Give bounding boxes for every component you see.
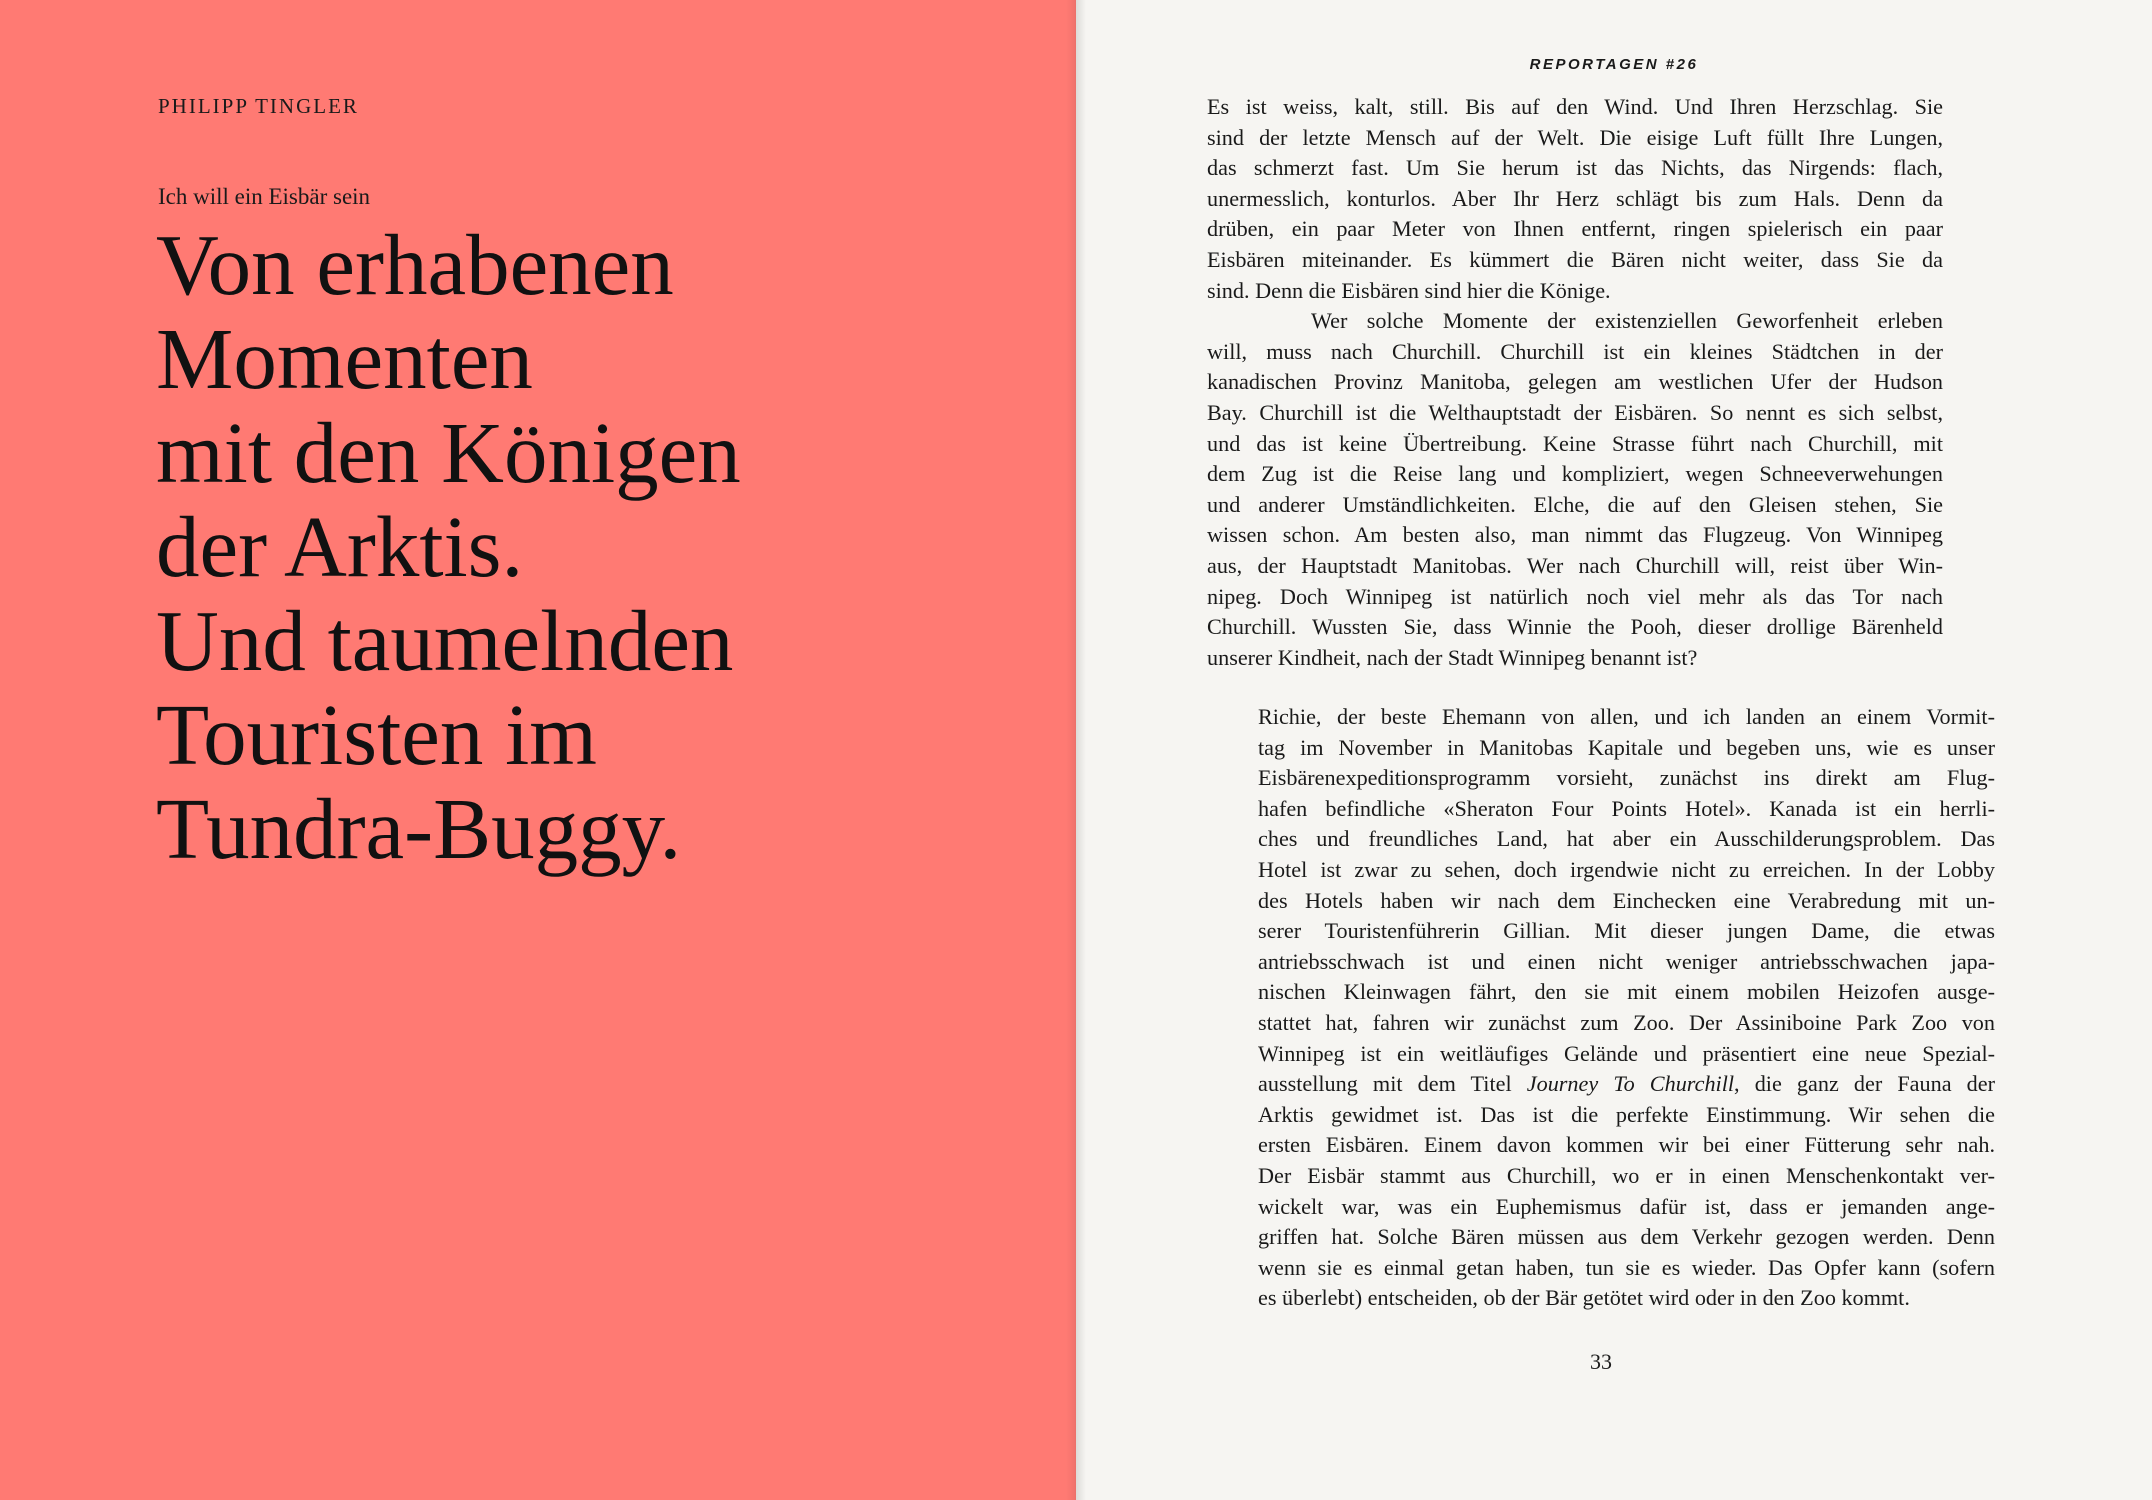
text-line: Eisbärenexpeditionsprogramm vorsieht, zunächst ins direkt am Flug- bbox=[1258, 765, 1995, 791]
text-line: wissen schon. Am besten also, man nimmt das Flugzeug. Von Winnipeg bbox=[1207, 522, 1943, 548]
text-line: sind der letzte Mensch auf der Welt. Die eisige Luft füllt Ihre Lungen, bbox=[1207, 124, 1943, 150]
text-line: aus, der Hauptstadt Manitobas. Wer nach Churchill will, reist über Win- bbox=[1207, 552, 1943, 578]
indented-block-text bbox=[1258, 702, 1995, 1314]
text-line: und anderer Umständlichkeiten. Elche, die auf den Gleisen stehen, Sie bbox=[1207, 491, 1943, 517]
text-line: Wer solche Momente der existenziellen Geworfenheit erleben bbox=[1311, 308, 1943, 334]
text-line: Bay. Churchill ist die Welthauptstadt der Eisbären. So nennt es sich selbst, bbox=[1207, 399, 1943, 425]
text-line: drüben, ein paar Meter von Ihnen entfernt, ringen spielerisch ein paar bbox=[1207, 216, 1943, 242]
running-head: REPORTAGEN #26 bbox=[1529, 56, 1699, 73]
text-line: und das ist keine Übertreibung. Keine Strasse führt nach Churchill, mit bbox=[1207, 430, 1943, 456]
text-line: Hotel ist zwar zu sehen, doch irgendwie nicht zu erreichen. In der Lobby bbox=[1258, 856, 1995, 882]
page-number: 33 bbox=[1590, 1349, 1612, 1374]
text-line: dem Zug ist die Reise lang und kompliziert, wegen Schneeverwehungen bbox=[1207, 461, 1943, 487]
text-line: Arktis gewidmet ist. Das ist die perfekte Einstimmung. Wir sehen die bbox=[1258, 1101, 1995, 1127]
headline-line: Und taumelnden bbox=[156, 592, 734, 689]
text-line: serer Touristenführerin Gillian. Mit dieser jungen Dame, die etwas bbox=[1258, 918, 1995, 944]
text-line: es überlebt) entscheiden, ob der Bär getötet wird oder in den Zoo kommt. bbox=[1258, 1285, 1910, 1311]
text-line: hafen befindliche «Sheraton Four Points Hotel». Kanada ist ein herrli- bbox=[1258, 795, 1995, 821]
text-line: Winnipeg ist ein weitläufiges Gelände und präsentiert eine neue Spezial- bbox=[1258, 1040, 1995, 1066]
text-line: will, muss nach Churchill. Churchill ist ein kleines Städtchen in der bbox=[1207, 338, 1943, 364]
exhibition-title: Journey To Churchill bbox=[1526, 1071, 1735, 1097]
text-fragment: ausstellung mit dem Titel bbox=[1258, 1071, 1527, 1097]
text-line: ersten Eisbären. Einem davon kommen wir bei einer Fütterung sehr nah. bbox=[1258, 1132, 1995, 1158]
text-line: Es ist weiss, kalt, still. Bis auf den Wind. Und Ihren Herzschlag. Sie bbox=[1207, 94, 1943, 119]
text-line: griffen hat. Solche Bären müssen aus dem Verkehr gezogen werden. Denn bbox=[1258, 1224, 1995, 1250]
headline-line: Von erhabenen bbox=[156, 216, 674, 313]
text-line: kanadischen Provinz Manitoba, gelegen am westlichen Ufer der Hudson bbox=[1207, 369, 1943, 395]
text-fragment: , die ganz der Fauna der bbox=[1734, 1071, 1995, 1097]
text-line: Der Eisbär stammt aus Churchill, wo er in einen Menschenkontakt ver- bbox=[1258, 1162, 1995, 1188]
text-line: des Hotels haben wir nach dem Einchecken eine Verabredung mit un- bbox=[1258, 887, 1995, 913]
headline-line: Tundra-Buggy. bbox=[156, 780, 682, 877]
text-line: Richie, der beste Ehemann von allen, und ich landen an einem Vormit- bbox=[1258, 704, 1995, 729]
text-line-with-title bbox=[1258, 1069, 1995, 1100]
text-line: unermesslich, konturlos. Aber Ihr Herz schlägt bis zum Hals. Denn da bbox=[1207, 185, 1943, 211]
headline-line: der Arktis. bbox=[156, 498, 524, 595]
text-line: nischen Kleinwagen fährt, den sie mit einem mobilen Heizofen ausge- bbox=[1258, 979, 1995, 1005]
headline-line: mit den Königen bbox=[156, 404, 741, 501]
text-line: wickelt war, was ein Euphemismus dafür ist, dass er jemanden ange- bbox=[1258, 1193, 1995, 1219]
headline-line: Momenten bbox=[156, 310, 533, 407]
text-line: Churchill. Wussten Sie, dass Winnie the Pooh, dieser drollige Bärenheld bbox=[1207, 614, 1943, 640]
text-line: wenn sie es einmal getan haben, tun sie es wieder. Das Opfer kann (sofern bbox=[1258, 1254, 1995, 1280]
text-line: tag im November in Manitobas Kapitale und begeben uns, wie es unser bbox=[1258, 734, 1995, 760]
text-line: stattet hat, fahren wir zunächst zum Zoo. Der Assiniboine Park Zoo von bbox=[1258, 1009, 1995, 1035]
intro-text bbox=[1207, 92, 1943, 673]
text-line: ches und freundliches Land, hat aber ein Ausschilderungsproblem. Das bbox=[1258, 826, 1995, 852]
headline-line: Touristen im bbox=[156, 686, 597, 783]
text-line: Eisbären miteinander. Es kümmert die Bären nicht weiter, dass Sie da bbox=[1207, 246, 1943, 272]
headline bbox=[156, 218, 1036, 876]
text-line: antriebsschwach ist und einen nicht weniger antriebsschwachen japa- bbox=[1258, 948, 1995, 974]
author-name: PHILIPP TINGLER bbox=[158, 94, 359, 118]
kicker: Ich will ein Eisbär sein bbox=[158, 184, 371, 209]
text-line: sind. Denn die Eisbären sind hier die Könige. bbox=[1207, 277, 1611, 303]
text-line: nipeg. Doch Winnipeg ist natürlich noch viel mehr als das Tor nach bbox=[1207, 583, 1943, 609]
text-line: das schmerzt fast. Um Sie herum ist das Nichts, das Nirgends: flach, bbox=[1207, 155, 1943, 181]
text-line: unserer Kindheit, nach der Stadt Winnipeg benannt ist? bbox=[1207, 644, 1698, 670]
